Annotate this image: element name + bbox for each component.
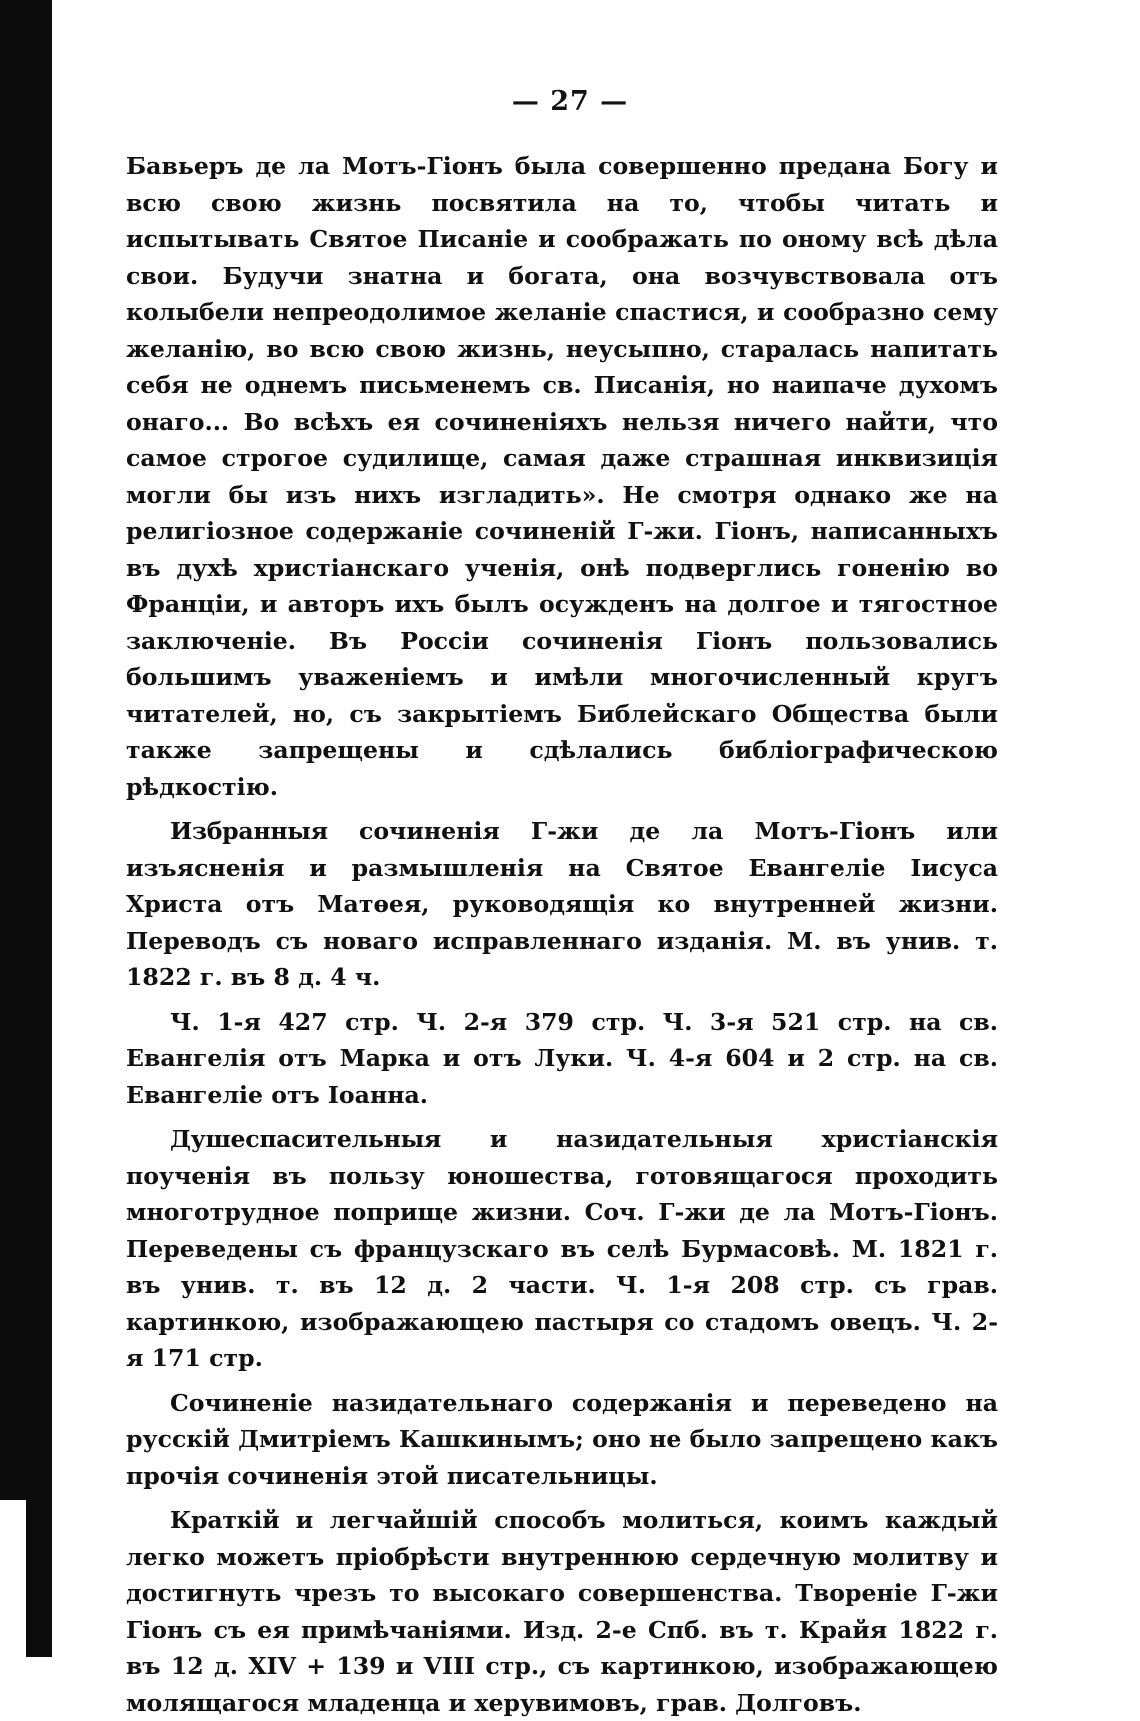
paragraph-note (126, 1385, 998, 1495)
paragraph-intro (126, 148, 998, 805)
paragraph-text: и легчайшій способъ молиться, коимъ каждый легко можетъ пріобрѣсти внутреннюю сердечную молитву и достигнуть чрезъ то высокаго совершенства. Твореніе Г-жи Гіонъ съ ея примѣчаніями. Изд. 2-е Спб. въ т. Крайя 1822 г. въ 12 д. XIV + 139 и VIII стр., съ картинкою, изображающею молящагося младенца и херувимовъ, грав. Долговъ. (126, 1506, 998, 1717)
entry-title: Избранныя (170, 817, 328, 845)
paragraph-text: Бавьеръ де ла Мотъ-Гіонъ была совершенно предана Богу и всю свою жизнь посвятила на то, чтобы читать и испытывать Святое Писаніе и соображать по оному всѣ дѣла свои. Будучи знатна и богата, она возчувствовала отъ колыбели непреодолимое желаніе спастися, и сообразно сему желанію, во всю свою жизнь, неусыпно, старалась напитать себя не однемъ письменемъ св. Писанія, но наипаче духомъ онаго... Во всѣхъ ея сочиненіяхъ нельзя ничего найти, что самое строгое судилище, самая даже страшная инквизиція могли бы изъ нихъ изгладить». Не смотря однако же на религіозное содержаніе сочиненій Г-жи. Гіонъ, написанныхъ въ духѣ христіанскаго ученія, онѣ подверглись гоненію во Франціи, и авторъ ихъ былъ осужденъ на долгое и тягостное заключеніе. Въ Россіи сочиненія Гіонъ пользовались большимъ уваженіемъ и имѣли многочисленный кругъ читателей, но, съ закрытіемъ Библейскаго Общества были также запрещены и сдѣлались библіографическою рѣдкостію. (126, 152, 998, 801)
paragraph-text: Ч. 1-я 427 стр. Ч. 2-я 379 стр. Ч. 3-я 521 стр. на св. Евангелія отъ Марка и отъ Луки. Ч. 4-я 604 и 2 стр. на св. Евангеліе отъ Іоанна. (126, 1007, 998, 1109)
scan-edge-gap (0, 1500, 26, 1657)
paragraph-entry-dusheспasitelnyya (126, 1121, 998, 1377)
page-body (126, 148, 998, 1721)
paragraph-entry-izbrannyya (126, 813, 998, 996)
paragraph-volumes (126, 1004, 998, 1114)
entry-title: Душеспасительныя (170, 1125, 442, 1153)
page-number: — 27 — (511, 86, 629, 117)
entry-title: Краткій (170, 1506, 280, 1534)
scan-edge-left (0, 0, 52, 1657)
paragraph-text: сочиненія Г-жи де ла Мотъ-Гіонъ или изъясненія и размышленія на Святое Евангеліе Іисуса Христа отъ Матѳея, руководящія ко внутренней жизни. Переводъ съ новаго исправленнаго изданія. М. въ унив. т. 1822 г. въ 8 д. 4 ч. (126, 817, 998, 991)
paragraph-text: Сочиненіе назидательнаго содержанія и переведено на русскій Дмитріемъ Кашкинымъ; оно не было запрещено какъ прочія сочиненія этой писательницы. (126, 1388, 998, 1490)
paragraph-entry-kratkiy (126, 1502, 998, 1721)
paragraph-text: и назидательныя христіанскія поученія въ пользу юношества, готовящагося проходить многотрудное поприще жизни. Соч. Г-жи де ла Мотъ-Гіонъ. Переведены съ французскаго въ селѣ Бурмасовѣ. М. 1821 г. въ унив. т. въ 12 д. 2 части. Ч. 1-я 208 стр. съ грав. картинкою, изображающею пастыря со стадомъ овецъ. Ч. 2-я 171 стр. (126, 1125, 998, 1372)
